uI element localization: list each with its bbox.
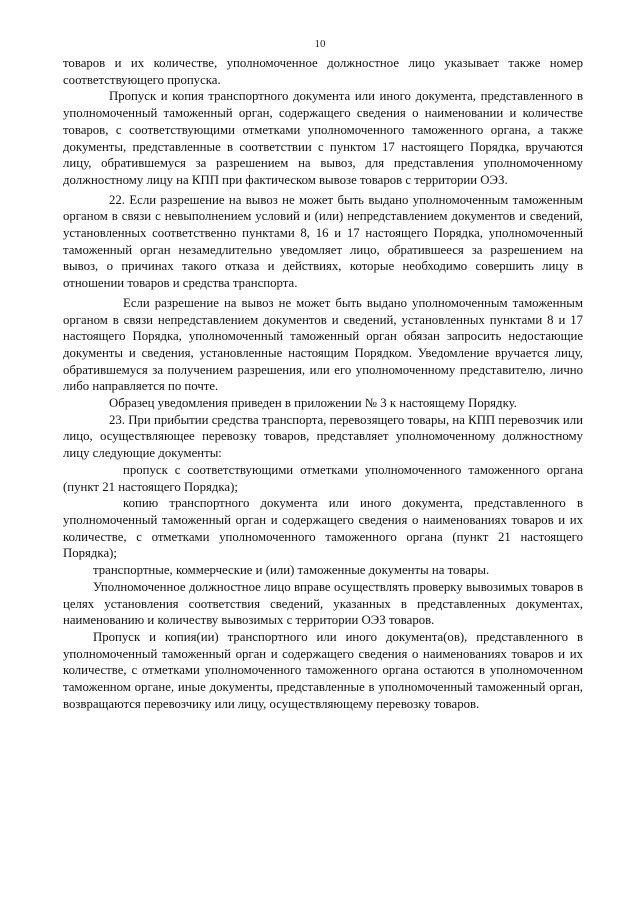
page-number: 10 [314,38,326,50]
paragraph-22-request-documents: Если разрешение на вывоз не может быть выдано уполномоченным таможенным органом в связи непредставлением документов и сведений, установленных пунктами 8 и 17 настоящего Порядка, уполномоченный таможенный орган обязан запросить недостающие документы и сведения, установленные настоящим Порядком. Уведомление вручается лицу, обратившемуся за получением разрешения, или его уполномоченному представителю, лично либо направляется по почте. [63,295,583,394]
paragraph-notice-sample: Образец уведомления приведен в приложении № 3 к настоящему Порядку. [109,396,517,411]
list-item-pass: пропуск с соответствующими отметками уполномоченного таможенного органа (пункт 21 настоящего Порядка); [63,462,583,494]
paragraph-inspection-right: Уполномоченное должностное лицо вправе осуществлять проверку вывозимых товаров в целях установления соответствия сведений, указанных в представленных документах, наименованию и количеству вывозимых с территории ОЭЗ товаров. [63,579,583,628]
paragraph-pass-handover: Пропуск и копия транспортного документа или иного документа, представленного в уполномоченный таможенный орган, содержащего сведения о наименовании и количестве товаров, с соответствующими отметками уполномоченного таможенного органа, а также документы, представленные в соответствии с пунктом 17 настоящего Порядка, вручаются лицу, обратившемуся за разрешением на вывоз, для представления уполномоченному должностному лицу на КПП при фактическом вывозе товаров с территории ОЭЗ. [63,89,583,187]
list-item-commercial-documents: транспортные, коммерческие и (или) таможенные документы на товары. [93,563,490,578]
paragraph-continuation: товаров и их количестве, уполномоченное должностное лицо указывает также номер соответствующего пропуска. [63,56,583,87]
paragraph-23: 23. При прибытии средства транспорта, перевозящего товары, на КПП перевозчик или лицо, осуществляющее перевозку товаров, представляет уполномоченному должностному лицу следующие документы: [63,412,583,461]
document-body [63,55,583,712]
paragraph-22: 22. Если разрешение на вывоз не может быть выдано уполномоченным таможенным органом в связи с невыполнением условий и (или) непредставлением документов и сведений, установленных соответственно пунктами 8, 16 и 17 настоящего Порядка, уполномоченный таможенный орган незамедлительно уведомляет лицо, обратившееся за разрешением на вывоз, о причинах такого отказа и действиях, которые необходимо совершить лицу в отношении товаров и средства транспорта. [63,192,583,291]
paragraph-documents-retention: Пропуск и копия(ии) транспортного или иного документа(ов), представленного в уполномоченный таможенный орган и содержащего сведения о наименованиях товаров и их количестве, с отметками уполномоченного таможенного органа остаются в уполномоченном таможенном органе, иные документы, представленные в уполномоченный таможенный орган, возвращаются перевозчику или лицу, осуществляющему перевозку товаров. [63,629,583,711]
list-item-transport-document-copy: копию транспортного документа или иного документа, представленного в уполномоченный таможенный орган и содержащего сведения о наименованиях товаров и их количестве, с отметками уполномоченного таможенного органа (пункт 21 настоящего Порядка); [63,496,583,561]
